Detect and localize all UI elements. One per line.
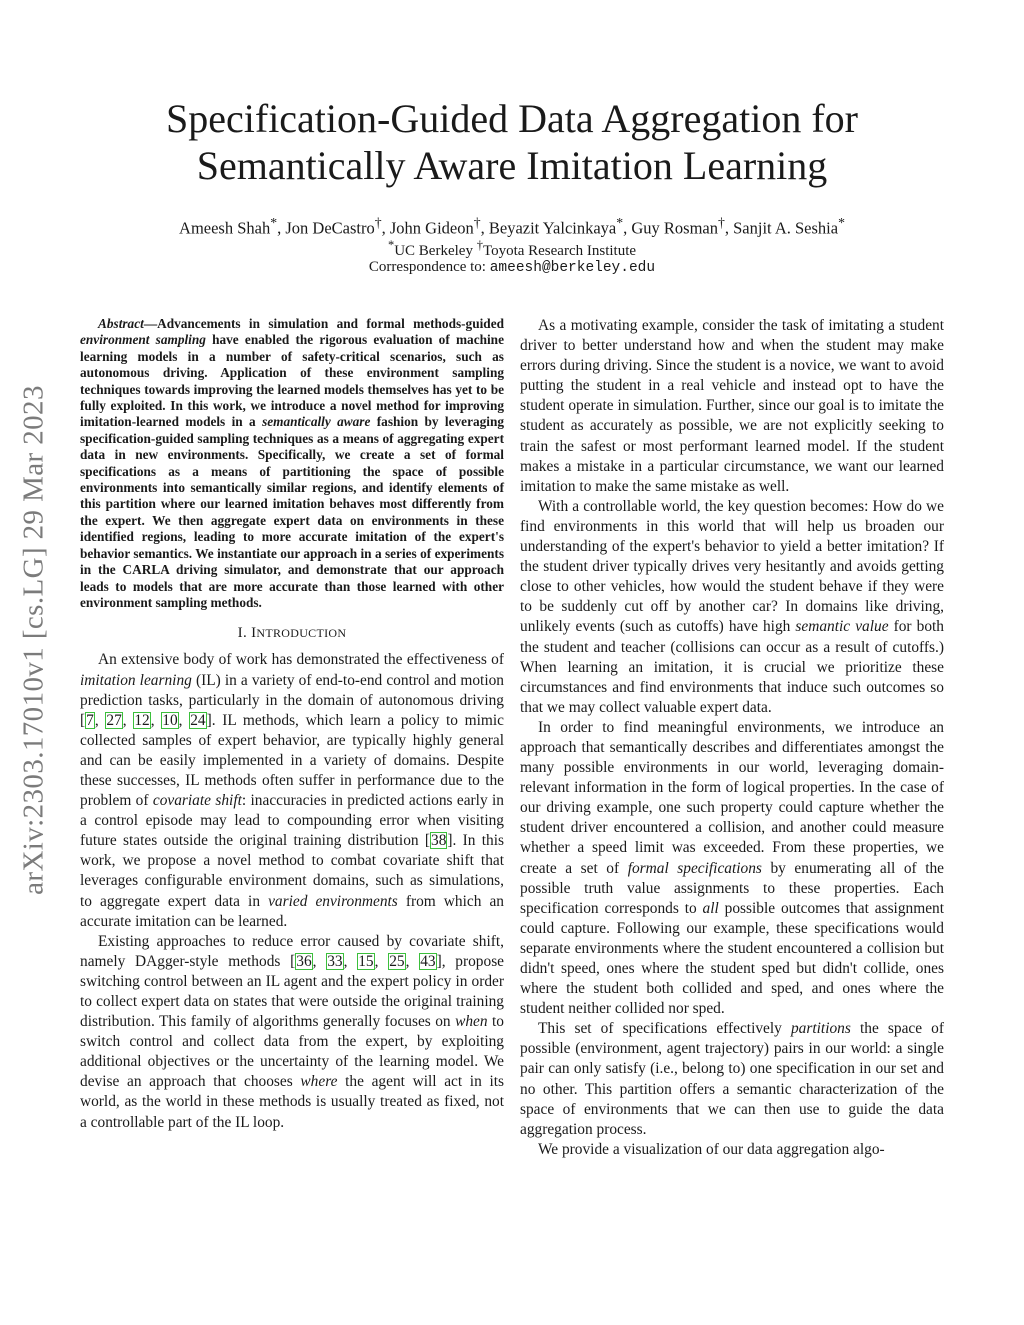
author-mark: † bbox=[374, 215, 382, 230]
paper-title bbox=[80, 95, 944, 189]
author-mark: * bbox=[616, 215, 624, 230]
author-name: Sanjit A. Seshia bbox=[733, 218, 839, 238]
affiliation-mark: * bbox=[387, 238, 395, 252]
abstract: Abstract—Advancements in simulation and formal methods-guided environment sampling have enabled the rigorous evaluation of machine learning models in a number of safety-critical scenarios, such as autonomous driving. Application of these environment sampling techniques towards improving the learned models themselves has yet to be fully exploited. In this work, we introduce a novel method for improving imitation-learned models in a semantically aware fashion by leveraging specification-guided sampling techniques as a means of aggregating expert data in new environments. Specifically, we create a set of formal specifications as a means of partitioning the space of possible environments into semantically similar regions, and identify elements of this partition where our learned imitation behaves most differently from the expert. We then aggregate expert data on environments in these identified regions, leading to more accurate imitation of the expert's behavior semantics. We instantiate our approach in a series of experiments in the CARLA driving simulator, and demonstrate that our approach leads to models that are more accurate than those learned with other environment sampling methods. bbox=[80, 316, 505, 610]
arxiv-identifier: arXiv:2303.17010v1 [cs.LG] 29 Mar 2023 bbox=[17, 385, 50, 895]
citation-link[interactable]: 38 bbox=[431, 832, 447, 850]
citation-link[interactable]: 24 bbox=[190, 711, 206, 729]
author-mark: * bbox=[838, 215, 845, 230]
citation-link[interactable]: 27 bbox=[106, 711, 122, 729]
intro-paragraph-2: Existing approaches to reduce error caused by covariate shift, namely DAgger-style methods [36, 33, 15, 25, 43], propose switching control between an IL agent and the expert policy in order to collect expert data on states that were outside the original training distribution. This family of algorithms generally focuses on when to switch control and collect data from the expert, by exploiting additional objectives or the uncertainty of the learning model. We devise an approach that chooses where the agent will act in its world, as the world in these methods is usually treated as fixed, not a controllable part of the IL loop. bbox=[80, 932, 505, 1131]
citation-link[interactable]: 15 bbox=[358, 952, 374, 970]
author-list: Ameesh Shah*, Jon DeCastro†, John Gideon†, Beyazit Yalcinkaya*, Guy Rosman†, Sanjit A. Seshia* bbox=[179, 215, 845, 238]
author-mark: * bbox=[270, 215, 278, 230]
abstract-label: Abstract bbox=[98, 316, 144, 331]
body-paragraph-1: As a motivating example, consider the task of imitating a student driver to better understand how and when the student may make errors during driving. Since the student is a novice, we want to avoid putting the student in a real vehicle and instead opt to have the student operate in simulation. Further, since our goal is to imitate the student as accurately as possible, we are not explicitly seeking to train the safest or most performant learned model. If the student makes a mistake in a particular circumstance, we want our learned imitation to make the same mistake as well. bbox=[520, 317, 945, 495]
left-column bbox=[80, 316, 504, 1133]
author-name: Guy Rosman bbox=[631, 218, 718, 238]
title-line-1: Specification-Guided Data Aggregation for bbox=[166, 96, 858, 141]
body-paragraph-4: This set of specifications effectively partitions the space of possible (environment, agent trajectory) pairs in our world: a single pair can only satisfy (i.e., belong to) one specification in our set and no other. This partition offers a semantic characterization of the space of environments that we can then use to guide the data aggregation process. bbox=[520, 1020, 944, 1138]
affiliation-toyota: Toyota Research Institute bbox=[482, 243, 637, 259]
correspondence-label: Correspondence to: bbox=[368, 259, 486, 275]
correspondence-email[interactable]: ameesh@berkeley.edu bbox=[489, 260, 656, 276]
body-paragraph-5: We provide a visualization of our data aggregation algo- bbox=[538, 1140, 885, 1158]
citation-link[interactable]: 36 bbox=[296, 952, 312, 970]
arxiv-sidebar bbox=[14, 330, 54, 950]
citation-link[interactable]: 10 bbox=[162, 711, 178, 729]
author-name: Jon DeCastro bbox=[285, 218, 375, 238]
author-mark: † bbox=[473, 215, 481, 230]
section-heading-introduction: I. INTRODUCTION bbox=[237, 625, 347, 642]
correspondence bbox=[80, 257, 944, 278]
author-name: Beyazit Yalcinkaya bbox=[488, 218, 617, 238]
author-name: John Gideon bbox=[389, 218, 474, 238]
citation-link[interactable]: 33 bbox=[327, 952, 343, 970]
citation-link[interactable]: 12 bbox=[134, 711, 150, 729]
author-name: Ameesh Shah bbox=[179, 218, 271, 238]
body-paragraph-2: With a controllable world, the key question becomes: How do we find environments in this world that will help us broaden our understanding of the expert's behavior to yield a better imitation? If the student driver typically drives very hesitantly and avoids getting close to other vehicles, how would the student behave if they were to be suddenly cut off by another car? In domains like driving, unlikely events (such as cutoffs) have high semantic value for both the student and teacher (collisions can occur as a result of cutoffs.) When learning an imitation, it is crucial we prioritize these circumstances and find environments that induce such outcomes so that we may collect valuable expert data. bbox=[520, 497, 944, 716]
citation-link[interactable]: 25 bbox=[389, 952, 405, 970]
citation-link[interactable]: 43 bbox=[420, 952, 436, 970]
affiliation-mark: † bbox=[476, 238, 483, 252]
citation-link[interactable]: 7 bbox=[86, 711, 94, 729]
title-line-2: Semantically Aware Imitation Learning bbox=[196, 143, 828, 188]
body-paragraph-3: In order to find meaningful environments, we introduce an approach that semantically describes and differentiates amongst the many possible environments in our world, leveraging domain-relevant information in the form of logical properties. In the case of our driving example, one such property could capture whether the student driver encountered a collision, and another could measure whether a speed limit was exceeded. From these properties, we create a set of formal specifications by enumerating all of the possible truth value assignments to these properties. Each specification corresponds to all possible outcomes that assignment could capture. Following our example, these specifications would separate environments where the student encountered a collision but didn't speed, ones where the student sped but didn't collide, ones where the student both collided and sped, and ones where the student neither collided nor sped. bbox=[520, 718, 944, 1018]
author-mark: † bbox=[718, 215, 725, 230]
affiliation-berkeley: UC Berkeley bbox=[394, 243, 473, 259]
right-column bbox=[520, 316, 944, 1160]
intro-paragraph-1: An extensive body of work has demonstrated the effectiveness of imitation learning (IL) in a variety of end-to-end control and motion prediction tasks, particularly in the domain of autonomous driving [7, 27, 12, 10, 24]. IL methods, which learn a policy to mimic collected samples of expert behavior, are typically highly general and can be easily implemented in a variety of domains. Despite these successes, IL methods often suffer in performance due to the problem of covariate shift: inaccuracies in predicted actions early in a control episode may lead to compounding error when visiting future states outside the original training distribution [38]. In this work, we propose a novel method to combat covariate shift that leverages configurable environment domains, such as simulations, to aggregate expert data in varied environments from which an accurate imitation can be learned. bbox=[80, 651, 505, 930]
